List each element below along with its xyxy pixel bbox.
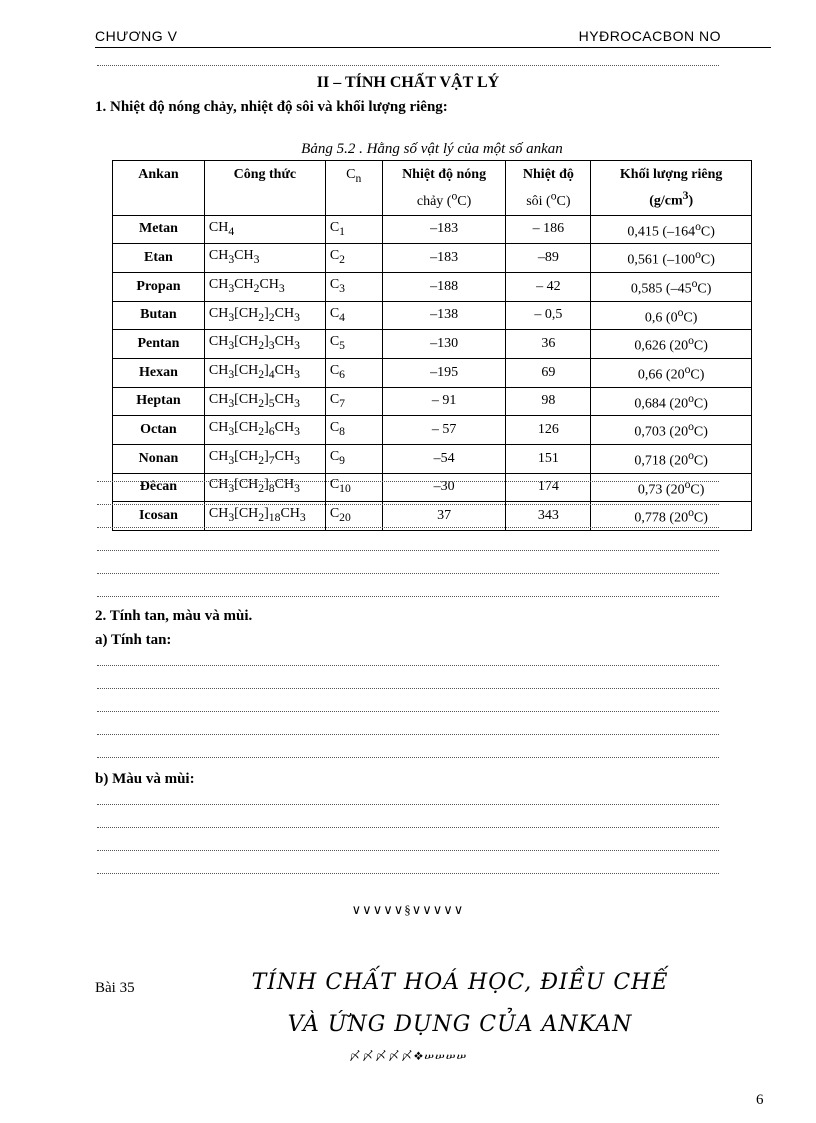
lesson-label: Bài 35 — [95, 980, 135, 996]
boiling-point-cell: 343 — [506, 502, 591, 531]
table-row — [113, 301, 752, 330]
boiling-point-cell: 98 — [506, 387, 591, 416]
dotted-line — [97, 527, 719, 529]
dotted-line — [97, 827, 719, 829]
table-row — [113, 215, 752, 244]
heading-2: 2. Tính tan, màu và mùi. — [95, 608, 253, 624]
dotted-line — [97, 850, 719, 852]
section-title: II – TÍNH CHẤT VẬT LÝ — [316, 74, 500, 91]
boiling-point-cell: – 42 — [506, 272, 591, 301]
dotted-line — [97, 757, 719, 759]
melting-point-cell: –183 — [382, 244, 506, 273]
header-rule — [95, 47, 771, 48]
alkane-name: Octan — [113, 416, 205, 445]
density-cell: 0,684 (20$^o$C) — [591, 387, 752, 416]
dotted-line — [97, 873, 719, 875]
boiling-point-cell: 36 — [506, 330, 591, 359]
dotted-line — [97, 804, 719, 806]
melting-point-cell: –138 — [382, 301, 506, 330]
table-row — [113, 387, 752, 416]
density-cell: 0,561 (–100$^o$C) — [591, 244, 752, 273]
dotted-line — [97, 596, 719, 598]
boiling-point-cell: 151 — [506, 444, 591, 473]
alkane-table — [112, 160, 752, 531]
melting-point-cell: –130 — [382, 330, 506, 359]
boiling-point-cell: – 0,5 — [506, 301, 591, 330]
table-row — [113, 416, 752, 445]
boiling-point-cell: 126 — [506, 416, 591, 445]
density-cell: 0,66 (20$^o$C) — [591, 358, 752, 387]
alkane-name: Metan — [113, 215, 205, 244]
formula-cell: $CH_3[CH_2]_7CH_3$ — [204, 444, 325, 473]
formula-cell: $CH_3[CH_2]_6CH_3$ — [204, 416, 325, 445]
formula-cell: $CH_3[CH_2]_{18}CH_3$ — [204, 502, 325, 531]
density-cell: 0,626 (20$^o$C) — [591, 330, 752, 359]
col-header-boiling-point: Nhiệt độ sôi ($^o$C) — [506, 161, 591, 216]
col-header-melting-point: Nhiệt độ nóng chảy ($^o$C) — [382, 161, 506, 216]
alkane-name: Icosan — [113, 502, 205, 531]
boiling-point-cell: 174 — [506, 473, 591, 502]
melting-point-cell: 37 — [382, 502, 506, 531]
melting-point-cell: – 57 — [382, 416, 506, 445]
melting-point-cell: – 91 — [382, 387, 506, 416]
table-row — [113, 444, 752, 473]
carbon-count-cell: $C_6$ — [325, 358, 382, 387]
carbon-count-cell: $C_{10}$ — [325, 473, 382, 502]
dotted-line — [97, 711, 719, 713]
carbon-count-cell: $C_5$ — [325, 330, 382, 359]
carbon-count-cell: $C_2$ — [325, 244, 382, 273]
header-topic: HYĐROCACBON NO — [578, 28, 721, 44]
heading-1: 1. Nhiệt độ nóng chảy, nhiệt độ sôi và khối lượng riêng: — [95, 99, 448, 115]
col-header-cn: $C_n$ — [325, 161, 382, 216]
formula-cell: $CH_3[CH_2]_2CH_3$ — [204, 301, 325, 330]
col-header-ankan: Ankan — [113, 161, 205, 216]
carbon-count-cell: $C_{20}$ — [325, 502, 382, 531]
melting-point-cell: –195 — [382, 358, 506, 387]
dotted-line — [97, 665, 719, 667]
formula-cell: $CH_3[CH_2]_3CH_3$ — [204, 330, 325, 359]
melting-point-cell: –54 — [382, 444, 506, 473]
alkane-name: Pentan — [113, 330, 205, 359]
dotted-line — [97, 550, 719, 552]
table-caption: Bảng 5.2 . Hằng số vật lý của một số ankan — [301, 141, 563, 157]
alkane-name: Đêcan — [113, 473, 205, 502]
boiling-point-cell: 69 — [506, 358, 591, 387]
dotted-line — [97, 573, 719, 575]
melting-point-cell: –188 — [382, 272, 506, 301]
density-cell: 0,718 (20$^o$C) — [591, 444, 752, 473]
dotted-line — [97, 688, 719, 690]
col-header-formula: Công thức — [204, 161, 325, 216]
melting-point-cell: –183 — [382, 215, 506, 244]
table-row — [113, 358, 752, 387]
header-chapter: CHƯƠNG V — [95, 28, 178, 44]
table-row — [113, 244, 752, 273]
col-header-density: Khối lượng riêng $(g/cm^3)$ — [591, 161, 752, 216]
table-header-row — [113, 161, 752, 216]
lesson-title-line-2: VÀ ỨNG DỤNG CỦA ANKAN — [287, 1012, 633, 1037]
ornament-divider: ∨∨∨∨∨§∨∨∨∨∨ — [351, 902, 465, 917]
heading-2b: b) Màu và mùi: — [95, 771, 195, 787]
carbon-count-cell: $C_1$ — [325, 215, 382, 244]
dotted-line — [97, 481, 719, 483]
formula-cell: $CH_3[CH_2]_8CH_3$ — [204, 473, 325, 502]
alkane-name: Butan — [113, 301, 205, 330]
carbon-count-cell: $C_7$ — [325, 387, 382, 416]
heading-2a: a) Tính tan: — [95, 632, 172, 648]
formula-cell: $CH_3CH_2CH_3$ — [204, 272, 325, 301]
lesson-title-line-1: TÍNH CHẤT HOÁ HỌC, ĐIỀU CHẾ — [251, 970, 669, 995]
formula-cell: $CH_3[CH_2]_5CH_3$ — [204, 387, 325, 416]
density-cell: 0,6 (0$^o$C) — [591, 301, 752, 330]
alkane-name: Hexan — [113, 358, 205, 387]
density-cell: 0,585 (–45$^o$C) — [591, 272, 752, 301]
alkane-name: Propan — [113, 272, 205, 301]
alkane-name: Etan — [113, 244, 205, 273]
table-body — [113, 215, 752, 530]
table-row — [113, 272, 752, 301]
boiling-point-cell: –89 — [506, 244, 591, 273]
dotted-line — [97, 504, 719, 506]
formula-cell: $CH_3[CH_2]_4CH_3$ — [204, 358, 325, 387]
table-row — [113, 473, 752, 502]
dotted-line — [97, 734, 719, 736]
carbon-count-cell: $C_3$ — [325, 272, 382, 301]
dotted-line — [97, 65, 719, 67]
alkane-name: Nonan — [113, 444, 205, 473]
formula-cell: $CH_4$ — [204, 215, 325, 244]
density-cell: 0,778 (20$^o$C) — [591, 502, 752, 531]
melting-point-cell: –30 — [382, 473, 506, 502]
density-cell: 0,73 (20$^o$C) — [591, 473, 752, 502]
ornament-divider-2: 〆〆〆〆〆❖ሠሠሠሠ — [348, 1049, 468, 1063]
carbon-count-cell: $C_9$ — [325, 444, 382, 473]
carbon-count-cell: $C_4$ — [325, 301, 382, 330]
density-cell: 0,703 (20$^o$C) — [591, 416, 752, 445]
formula-cell: $CH_3CH_3$ — [204, 244, 325, 273]
carbon-count-cell: $C_8$ — [325, 416, 382, 445]
density-cell: 0,415 (–164$^o$C) — [591, 215, 752, 244]
page-number: 6 — [756, 1092, 764, 1108]
table-row — [113, 330, 752, 359]
boiling-point-cell: – 186 — [506, 215, 591, 244]
alkane-name: Heptan — [113, 387, 205, 416]
